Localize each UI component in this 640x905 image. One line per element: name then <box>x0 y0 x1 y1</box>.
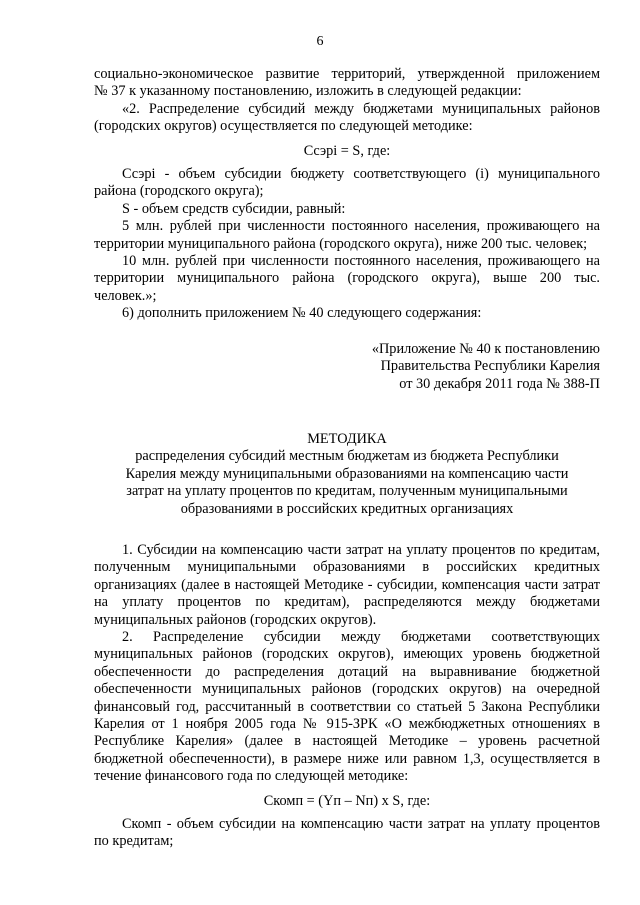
paragraph-5mln: 5 млн. рублей при численности постоянного населения, проживающего на территории муниципального района (городского округа), ниже 200 тыс. человек; <box>94 218 600 252</box>
paragraph-distribution: «2. Распределение субсидий между бюджетами муниципальных районов (городских округов) осуществляется по следующей методике: <box>94 100 600 135</box>
paragraph-intro-line2: № 37 к указанному постановлению, изложить в следующей редакции: <box>94 83 522 100</box>
annex-reference <box>94 341 600 393</box>
annex-line-1: «Приложение № 40 к постановлению <box>371 340 600 357</box>
paragraph-ssery-definition: Ссэрі - объем субсидии бюджету соответствующего (і) муниципального района (городского округа); <box>94 166 600 200</box>
paragraph-s-definition: S - объем средств субсидии, равный: <box>122 200 346 217</box>
page-number: 6 <box>316 34 324 49</box>
annex-line-2: Правительства Республики Карелия <box>380 358 600 375</box>
document-body <box>94 66 600 851</box>
methodology-title: МЕТОДИКА <box>307 430 387 447</box>
paragraph-10mln: 10 млн. рублей при численности постоянного населения, проживающего на территории муниципального района (городского округа), выше 200 тыс. человек.»; <box>94 253 600 304</box>
paragraph-intro-line1: социально-экономическое развитие территорий, утвержденной приложением <box>94 66 600 82</box>
methodology-subtitle: распределения субсидий местным бюджетам из бюджета Республики Карелия между муниципальными образованиями на компенсацию части затрат на уплату процентов по кредитам, полученным муниципальными образованиями в российских кредитных организациях <box>125 448 569 517</box>
formula-ssery: Ссэрі = S, где: <box>303 142 391 159</box>
methodology-item-1: 1. Субсидии на компенсацию части затрат на уплату процентов по кредитам, полученным муниципальными образованиями в российских кредитных организациях (далее в настоящей Методике - субсидии, компенсация части затрат на уплату процентов по кредитам), распределяются между бюджетами муниципальных районов (городских округов). <box>94 541 600 628</box>
methodology-item-3: Скомп - объем субсидии на компенсацию части затрат на уплату процентов по кредитам; <box>94 816 600 850</box>
formula-skomp: Скомп = (Yп – Nп) x S, где: <box>263 792 431 809</box>
paragraph-add-annex: 6) дополнить приложением № 40 следующего содержания: <box>122 305 482 322</box>
annex-line-3: от 30 декабря 2011 года № 388-П <box>399 375 600 392</box>
methodology-item-2: 2. Распределение субсидии между бюджетами соответствующих муниципальных районов (городских округов), имеющих уровень бюджетной обеспеченности до распределения дотаций на выравнивание бюджетной обеспеченности муниципальных районов (городских округов) на очередной финансовый год, рассчитанный в соответствии со статьей 5 Закона Республики Карелия от 1 ноября 2005 года № 915-ЗРК «О межбюджетных отношениях в Республике Карелия» (далее в настоящей Методике – уровень расчетной бюджетной обеспеченности), в размере ниже или равном 1,3, осуществляется в течение финансового года по следующей методике: <box>94 628 600 785</box>
